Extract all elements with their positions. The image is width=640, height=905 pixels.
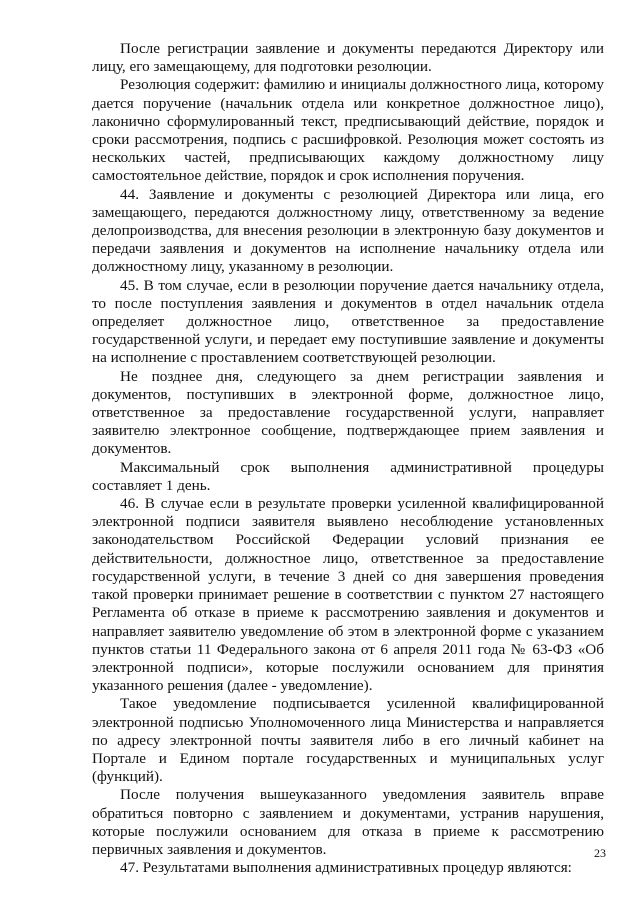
paragraph-max-duration: Максимальный срок выполнения административной процедуры составляет 1 день. <box>92 458 604 494</box>
paragraph-47: 47. Результатами выполнения административных процедур являются: <box>120 859 572 877</box>
paragraph-resolution-contents: Резолюция содержит: фамилию и инициалы должностного лица, которому дается поручение (начальник отдела или конкретное должностное лицо), лаконично сформулированный текст, предписывающий действие, порядок и сроки рассмотрения, подпись с расшифровкой. Резолюция может состоять из нескольких частей, предписывающих каждому должностному лицу самостоятельное действие, порядок и срок исполнения поручения. <box>92 76 604 185</box>
paragraph-44: 44. Заявление и документы с резолюцией Директора или лица, его замещающего, передаются должностному лицу, ответственному за ведение делопроизводства, для внесения резолюции в электронную базу документов и передачи заявления и документов на исполнение начальнику отдела или должностному лицу, указанному в резолюции. <box>92 185 604 276</box>
paragraph-repeat-application: После получения вышеуказанного уведомления заявитель вправе обратиться повторно с заявлением и документами, устранив нарушения, которые послужили основанием для отказа в приеме к рассмотрению первичных заявления и документов. <box>92 786 604 858</box>
page-number: 23 <box>594 846 606 860</box>
paragraph-notification-signing: Такое уведомление подписывается усиленной квалифицированной электронной подписью Уполномоченного лица Министерства и направляется по адресу электронной почты заявителя либо в его личный кабинет на Портале и Едином портале государственных и муниципальных услуг (функций). <box>92 695 604 786</box>
paragraph-electronic-confirmation: Не позднее дня, следующего за днем регистрации заявления и документов, поступивших в электронной форме, должностное лицо, ответственное за предоставление государственной услуги, направляет заявителю электронное сообщение, подтверждающее прием заявления и документов. <box>92 367 604 458</box>
paragraph-registration-transfer: После регистрации заявление и документы передаются Директору или лицу, его замещающему, для подготовки резолюции. <box>92 40 604 76</box>
document-body <box>92 40 604 877</box>
paragraph-46: 46. В случае если в результате проверки усиленной квалифицированной электронной подписи заявителя выявлено несоблюдение установленных законодательством Российской Федерации условий признания ее действительности, должностное лицо, ответственное за предоставление государственной услуги, в течение 3 дней со дня завершения проведения такой проверки принимает решение в соответствии с пунктом 27 настоящего Регламента об отказе в приеме к рассмотрению заявления и документов и направляет заявителю уведомление об этом в электронной форме с указанием пунктов статьи 11 Федерального закона от 6 апреля 2011 года № 63-ФЗ «Об электронной подписи», которые послужили основанием для принятия указанного решения (далее - уведомление). <box>92 495 604 695</box>
paragraph-45: 45. В том случае, если в резолюции поручение дается начальнику отдела, то после поступления заявления и документов в отдел начальник отдела определяет должностное лицо, ответственное за предоставление государственной услуги, и передает ему поступившие заявление и документы на исполнение с проставлением соответствующей резолюции. <box>92 276 604 367</box>
